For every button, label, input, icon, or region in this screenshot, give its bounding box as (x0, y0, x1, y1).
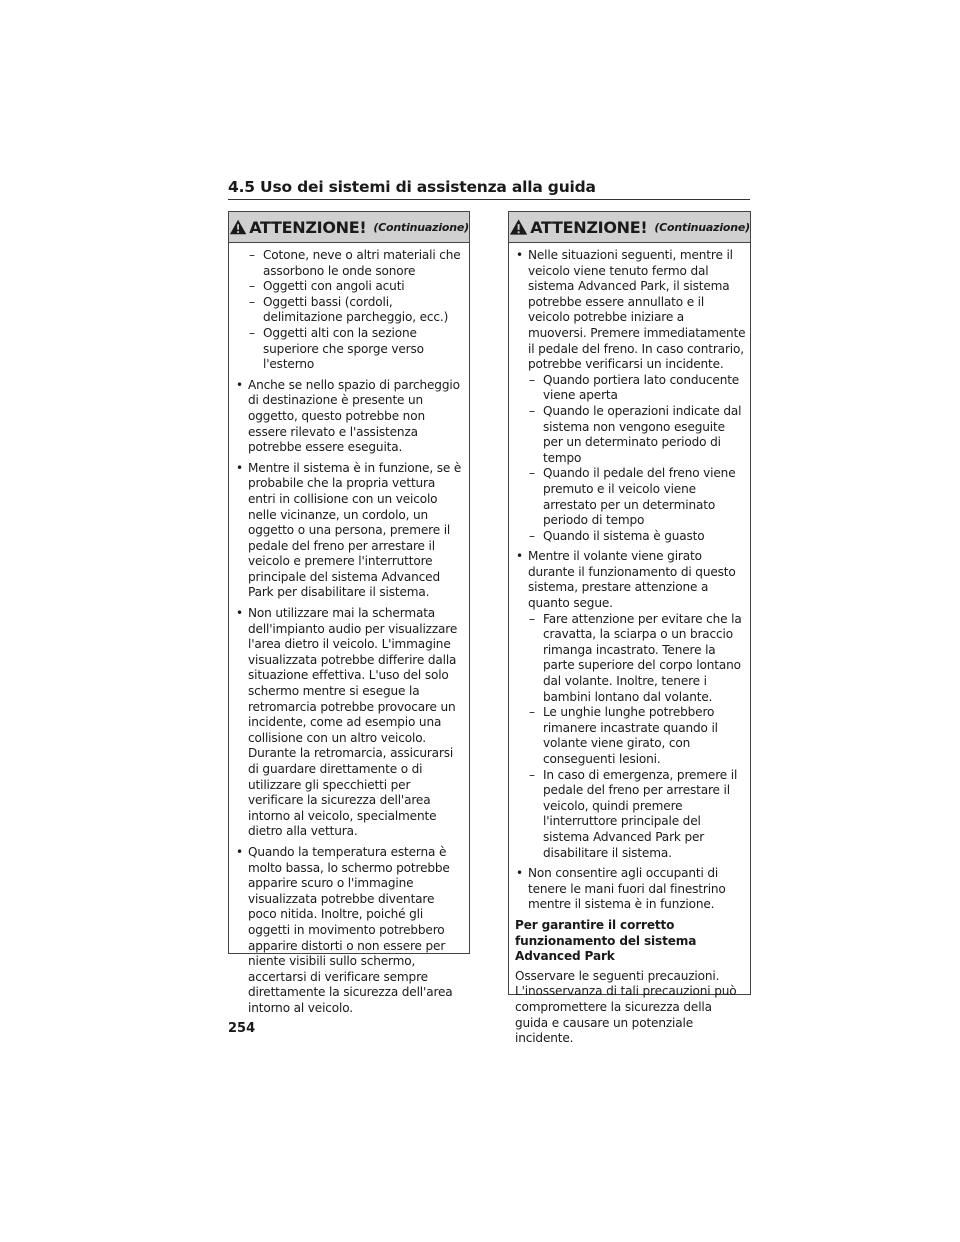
bullet-item: • Mentre il volante viene girato durante il funzionamento di questo sistema, prestare attenzione a quanto segue. (515, 549, 746, 611)
list-item: – In caso di emergenza, premere il pedale del freno per arrestare il veicolo, quindi premere l'interruttore principale del sistema Advanced Park per disabilitare il sistema. (515, 768, 746, 862)
bullet-group (515, 248, 746, 544)
page-number: 254 (228, 1021, 256, 1036)
warning-title: ATTENZIONE! (530, 217, 648, 237)
subheading: Per garantire il corretto funzionamento del sistema Advanced Park (515, 917, 697, 964)
list-item: – Cotone, neve o altri materiali che assorbono le onde sonore (235, 248, 465, 279)
list-item: – Quando portiera lato conducente viene aperta (515, 373, 746, 404)
list-item: – Quando il sistema è guasto (515, 529, 746, 545)
bullet-item: • Quando la temperatura esterna è molto bassa, lo schermo potrebbe apparire scuro o l'immagine visualizzata potrebbe diventare poco nitida. Inoltre, poiché gli oggetti in movimento potrebbero apparire distorti o non essere per niente visibili sullo schermo, accertarsi di verificare sempre direttamente la sicurezza dell'area intorno al veicolo. (235, 845, 465, 1017)
list-item: – Oggetti bassi (cordoli, delimitazione parcheggio, ecc.) (235, 295, 465, 326)
bullet-item: • Mentre il sistema è in funzione, se è probabile che la propria vettura entri in collisione con un veicolo nelle vicinanze, un cordolo, un oggetto o una persona, premere il pedale del freno per arrestare il veicolo e premere l'interruttore principale del sistema Advanced Park per disabilitare il sistema. (235, 461, 465, 601)
list-item: – Quando il pedale del freno viene premuto e il veicolo viene arrestato per un determinato periodo di tempo (515, 466, 746, 528)
warning-continuation: (Continuazione) (654, 220, 750, 234)
warning-title: ATTENZIONE! (249, 217, 367, 237)
warning-triangle-icon (229, 218, 247, 236)
paragraph: Osservare le seguenti precauzioni. L'inosservanza di tali precauzioni può compromettere la sicurezza della guida e causare un potenziale incidente. (515, 968, 737, 1046)
bullet-item: • Non consentire agli occupanti di tenere le mani fuori dal finestrino mentre il sistema è in funzione. (515, 866, 746, 913)
list-item: – Le unghie lunghe potrebbero rimanere incastrate quando il volante viene girato, con conseguenti lesioni. (515, 705, 746, 767)
warning-body (229, 243, 469, 1017)
section-title: 4.5 Uso dei sistemi di assistenza alla guida (228, 178, 596, 196)
list-item: – Oggetti con angoli acuti (235, 279, 465, 295)
bullet-group (515, 549, 746, 861)
warning-header (229, 212, 469, 243)
list-item: – Quando le operazioni indicate dal sistema non vengono eseguite per un determinato periodo di tempo (515, 404, 746, 466)
warning-box-right (508, 211, 751, 1046)
sub-list (235, 248, 465, 373)
bullet-item: • Non utilizzare mai la schermata dell'impianto audio per visualizzare l'area dietro il veicolo. L'immagine visualizzata potrebbe differire dalla situazione effettiva. L'uso del solo schermo mentre si esegue la retromarcia potrebbe provocare un incidente, come ad esempio una collisione con un altro veicolo. Durante la retromarcia, assicurarsi di guardare direttamente o di utilizzare gli specchietti per verificare la sicurezza dell'area intorno al veicolo, specialmente dietro alla vettura. (235, 606, 465, 840)
warning-header (509, 212, 750, 243)
warning-body (509, 243, 750, 1047)
warning-triangle-icon (509, 218, 528, 236)
list-item: – Fare attenzione per evitare che la cravatta, la sciarpa o un braccio rimanga incastrato. Tenere la parte superiore del corpo lontano dal volante. Inoltre, tenere i bambini lontano dal volante. (515, 612, 746, 706)
bullet-item: • Anche se nello spazio di parcheggio di destinazione è presente un oggetto, questo potrebbe non essere rilevato e l'assistenza potrebbe essere eseguita. (235, 378, 465, 456)
warning-box-left (228, 211, 470, 1015)
list-item: – Oggetti alti con la sezione superiore che sporge verso l'esterno (235, 326, 465, 373)
warning-continuation: (Continuazione) (373, 220, 469, 234)
section-divider (228, 199, 750, 200)
bullet-item: • Nelle situazioni seguenti, mentre il veicolo viene tenuto fermo dal sistema Advanced Park, il sistema potrebbe essere annullato e il veicolo potrebbe iniziare a muoversi. Premere immediatamente il pedale del freno. In caso contrario, potrebbe verificarsi un incidente. (515, 248, 746, 373)
